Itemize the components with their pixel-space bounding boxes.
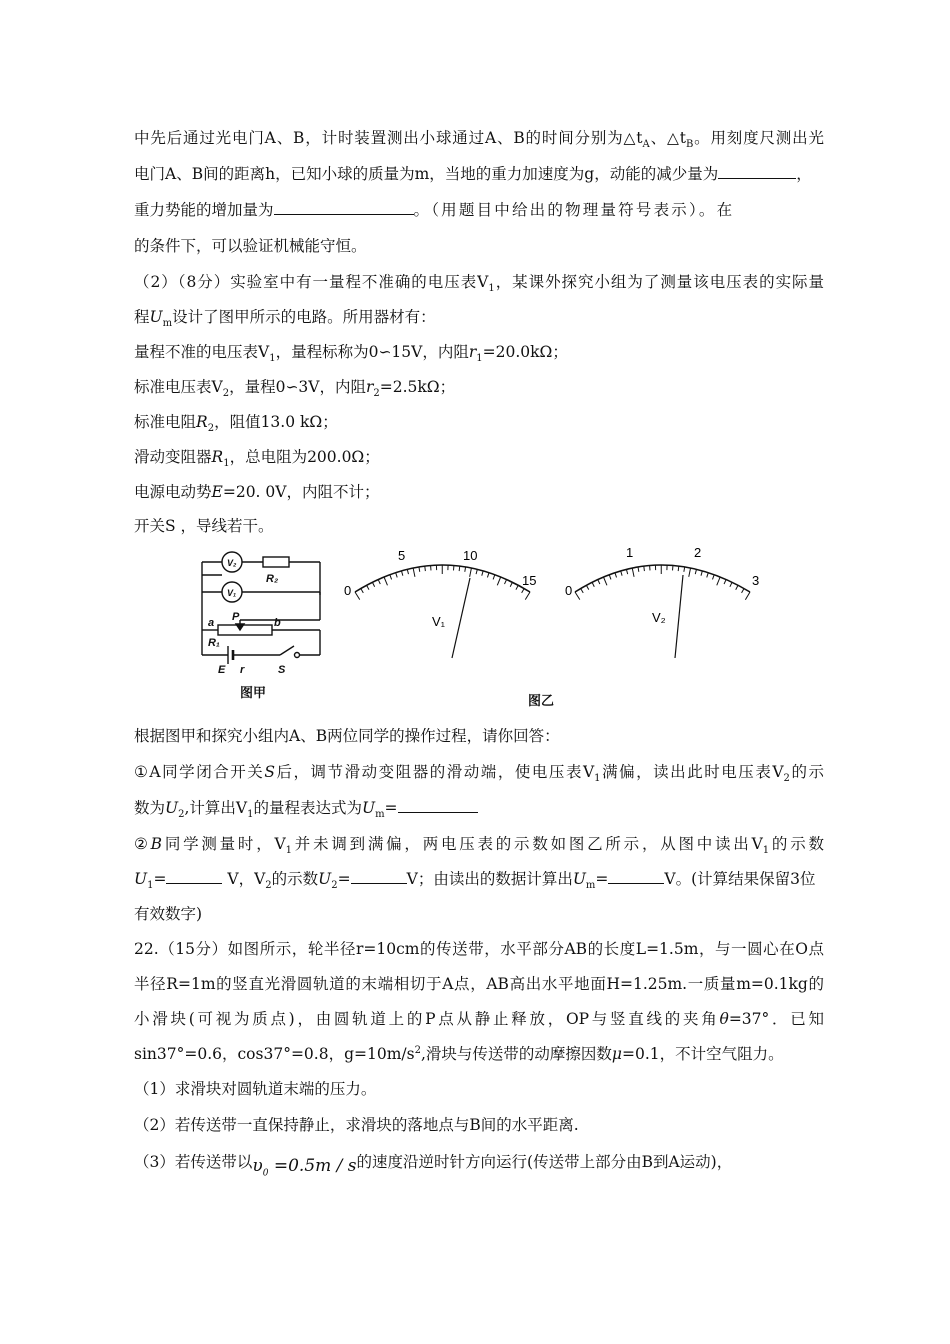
equipment-item: 标准电压表$V_2$，量程0∽3V，内阻$r_2=2.5k\Omega$； xyxy=(134,378,456,400)
label-p: P xyxy=(232,611,240,623)
question-2-line2: $U_1= V$，$V_2$的示数$U_2= V$；由读出的数据计算出$U_m= V$。(计算结果保留3位 xyxy=(134,870,816,892)
dial-tick xyxy=(707,573,709,578)
equipment-item: 开关S ，导线若干。 xyxy=(134,517,274,535)
label-e: E xyxy=(218,664,226,676)
needle-v1 xyxy=(452,578,470,658)
dial-tick xyxy=(516,585,518,589)
dial-tick xyxy=(626,569,627,574)
tick-label: 15 xyxy=(522,573,537,588)
dial-tick xyxy=(384,577,387,585)
tick-label: 1 xyxy=(626,545,634,560)
velocity-formula: $\upsilon_0 =0.5m / s$ xyxy=(252,1156,357,1179)
text-line: 有效数字) xyxy=(134,905,203,923)
dial-tick xyxy=(522,589,524,593)
dial-tick xyxy=(678,566,679,571)
dial-tick xyxy=(367,585,369,589)
voltmeter-v1-dial xyxy=(344,548,536,658)
answer-blank[interactable] xyxy=(398,798,478,813)
circuit-labels xyxy=(208,558,286,676)
resistor-r2-icon xyxy=(263,557,289,567)
dial-tick xyxy=(476,569,477,574)
answer-blank[interactable] xyxy=(718,164,796,179)
figure-area xyxy=(180,540,800,710)
meter-label-v2: V₂ xyxy=(652,610,666,625)
tick-label: 10 xyxy=(463,548,478,563)
dial-tick xyxy=(632,568,634,577)
dial-tick xyxy=(586,585,588,589)
dial-tick xyxy=(730,582,732,587)
q22-line: 半径R=1m的竖直光滑圆轨道的末端相切于A点，AB高出水平地面H=1.25m.一质量m=0.1kg的 xyxy=(134,975,824,993)
dial-tick xyxy=(390,575,392,580)
text-line: 的条件下，可以验证机械能守恒。 xyxy=(134,237,367,255)
text-line: 根据图甲和探究小组内A、B两位同学的操作过程，请你回答： xyxy=(134,727,560,745)
meter-label-v1: V₁ xyxy=(432,614,446,629)
dial-tick xyxy=(701,571,702,576)
text-line: 中先后通过光电门A、B，计时装置测出小球通过A、B的时间分别为$\triangle t_A$、$\triangle t_B$。用刻度尺测出光 xyxy=(134,129,824,151)
tick-label: 0 xyxy=(565,583,573,598)
q22-line: 22.（15分）如图所示，轮半径r=10cm的传送带，水平部分AB的长度L=1.5m，与一圆心在O点 xyxy=(134,940,824,958)
q22-sub-question: （3）若传送带以$\upsilon_0 =0.5m / s$的速度沿逆时针方向运行(传送带上部分由B到A运动)， xyxy=(134,1153,733,1179)
answer-blank[interactable] xyxy=(166,869,222,884)
dial-tick xyxy=(615,573,617,578)
dial-tick xyxy=(487,573,489,578)
text-line: 电门A、B间的距离h，已知小球的质量为m，当地的重力加速度为g，动能的减少量为 ， xyxy=(134,165,812,183)
equipment-item: 量程不准的电压表$V_1$，量程标称为0∽15V，内阻$r_1=20.0k\Omega$； xyxy=(134,343,568,365)
caption-figure-a: 图甲 xyxy=(240,686,267,701)
dial-tick xyxy=(621,571,622,576)
dial-tick xyxy=(378,580,380,585)
label-r1: R₁ xyxy=(208,637,220,649)
dial-tick xyxy=(592,582,594,586)
answer-blank[interactable] xyxy=(351,869,407,884)
dial-tick xyxy=(361,589,364,593)
dial-tick xyxy=(401,571,402,576)
needle-v2 xyxy=(675,575,683,658)
text-line: 程$U_m$设计了图甲所示的电路。所用器材有： xyxy=(134,308,436,330)
equipment-item: 电源电动势E=20. 0V，内阻不计； xyxy=(134,483,380,501)
dial-tick xyxy=(689,568,691,577)
switch-icon xyxy=(280,646,294,655)
dial-tick xyxy=(712,575,714,580)
label-v2: V₂ xyxy=(227,558,237,568)
dial-tick xyxy=(609,575,611,580)
label-s: S xyxy=(278,664,286,676)
dial-tick xyxy=(644,566,645,571)
equipment-item: 标准电阻$R_2$，阻值13.0 kΩ； xyxy=(134,413,338,435)
dial-tick xyxy=(638,567,639,572)
tick-label: 0 xyxy=(344,583,352,598)
voltmeter-v2-dial xyxy=(565,545,759,658)
dial-tick xyxy=(724,580,726,585)
dial-tick xyxy=(742,589,744,593)
label-r2: R₂ xyxy=(266,573,279,585)
q22-line: sin37°=0.6，cos37°=0.8，$g=10m/s^2$,滑块与传送带的动摩擦因数μ=0.1，不计空气阻力。 xyxy=(134,1044,784,1063)
dial-tick xyxy=(396,573,398,578)
figure-svg xyxy=(180,540,800,710)
label-r: r xyxy=(240,664,245,676)
question-1: ①A同学闭合开关S后，调节滑动变阻器的滑动端，使电压表$V_1$满偏，读出此时电压表$V_2$的示 xyxy=(134,763,824,785)
text-line: 重力势能的增加量为 。（用题目中给出的物理量符号表示）。在 xyxy=(134,201,735,219)
dial-tick xyxy=(413,568,415,577)
label-v1: V₁ xyxy=(227,588,237,598)
answer-blank[interactable] xyxy=(608,869,664,884)
label-a: a xyxy=(208,617,215,629)
dial-tick xyxy=(684,567,685,572)
dial-tick xyxy=(736,585,738,589)
equipment-item: 滑动变阻器$R_1$，总电阻为200.0Ω； xyxy=(134,448,380,470)
rheostat-r1-icon xyxy=(218,625,272,635)
dial-tick xyxy=(504,580,506,585)
dial-tick xyxy=(603,577,606,585)
dial-tick xyxy=(598,580,600,585)
dial-tick xyxy=(493,575,495,580)
dial-tick xyxy=(465,567,466,572)
answer-blank[interactable] xyxy=(274,200,414,215)
text-line: （2）（8分）实验室中有一量程不准确的电压表$V_1$，某课外探究小组为了测量该电压表的实际量 xyxy=(134,273,824,295)
dial-tick xyxy=(425,566,426,571)
question-1-line2: 数为$U_2$,计算出$V_1$的量程表达式为$U_m=$ xyxy=(134,798,824,818)
dial-tick xyxy=(510,582,512,586)
dial-tick xyxy=(372,582,374,586)
dial-tick xyxy=(419,567,420,572)
dial-tick xyxy=(695,569,696,574)
label-b: b xyxy=(274,617,281,629)
dial-tick xyxy=(717,577,720,585)
tick-label: 3 xyxy=(752,573,760,588)
dial-tick xyxy=(355,592,360,600)
dial-tick xyxy=(482,571,483,576)
q22-sub-question: （1）求滑块对圆轨道末端的压力。 xyxy=(134,1080,377,1098)
dial-tick xyxy=(581,589,584,593)
dial-tick xyxy=(407,569,408,574)
tick-label: 2 xyxy=(694,545,702,560)
dial-tick xyxy=(497,577,500,585)
question-2: ②B同学测量时，$V_1$并未调到满偏，两电压表的示数如图乙所示，从图中读出$V_1$的示数 xyxy=(134,835,824,857)
tick-label: 5 xyxy=(398,548,406,563)
q22-line: 小滑块(可视为质点)，由圆轨道上的P点从静止释放，OP与竖直线的夹角θ=37°．已知 xyxy=(134,1010,824,1028)
caption-figure-b: 图乙 xyxy=(528,694,555,709)
dial-tick xyxy=(745,592,750,600)
q22-sub-question: （2）若传送带一直保持静止，求滑块的落地点与B间的水平距离. xyxy=(134,1116,579,1134)
dial-tick xyxy=(459,566,460,571)
dial-tick xyxy=(575,592,580,600)
dial-tick xyxy=(525,592,530,600)
dial-tick xyxy=(470,568,472,577)
